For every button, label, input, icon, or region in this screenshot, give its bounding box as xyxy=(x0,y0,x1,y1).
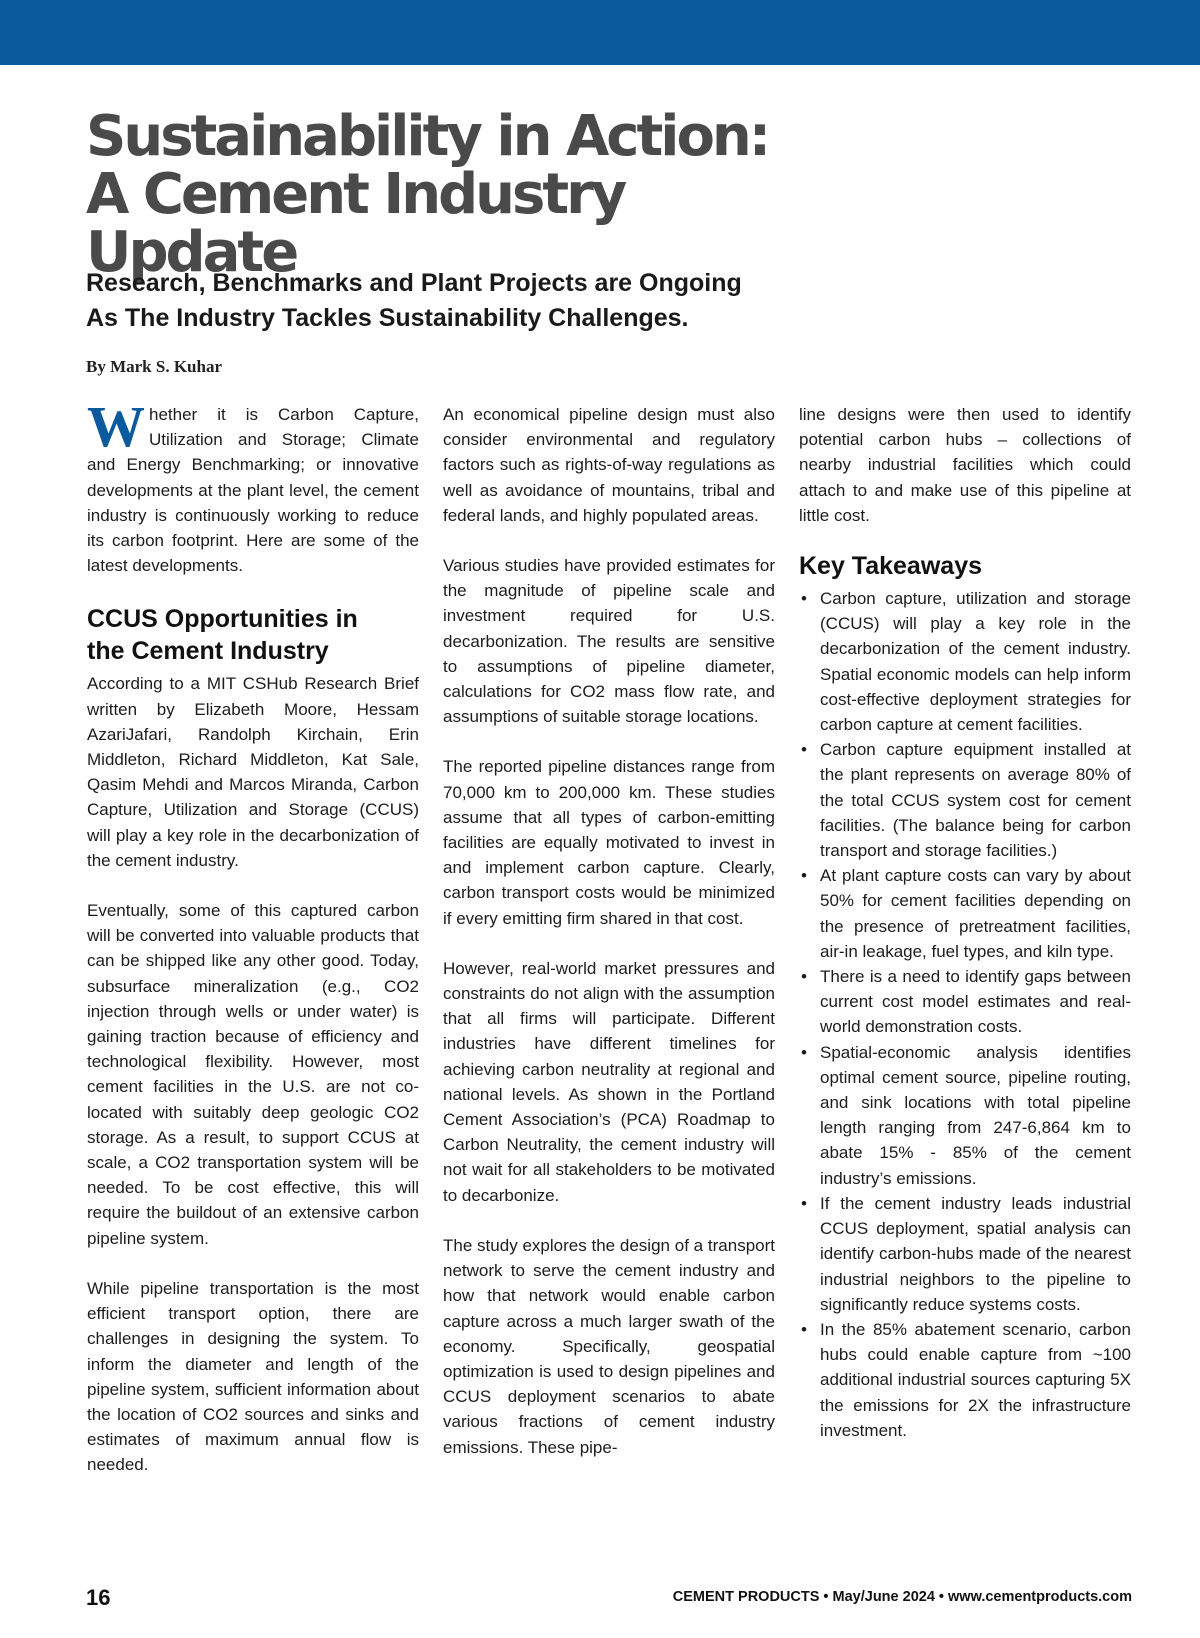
article-title-line: Sustainability in Action: xyxy=(86,104,769,169)
column-2 xyxy=(443,402,775,1460)
takeaway-item xyxy=(799,1191,1131,1317)
takeaway-item xyxy=(799,1317,1131,1443)
body-paragraph: According to a MIT CSHub Research Brief written by Elizabeth Moore, Hessam AzariJafari, Randolph Kirchain, Erin Middleton, Richard Middleton, Kat Sale, Qasim Mehdi and Marcos Miranda, Carbon Capture, Utilization and Storage (CCUS) will play a key role in the decarbonization of the cement industry. xyxy=(87,674,419,870)
intro-text: hether it is Carbon Capture, Utilization and Storage; Climate and Energy Benchmarking; or innovative developments at the plant level, the cement industry is continuously working to reduce its carbon footprint. Here are some of the latest developments. xyxy=(87,405,419,576)
byline: By Mark S. Kuhar xyxy=(86,357,223,376)
column-1 xyxy=(87,394,419,1478)
bullet-icon: • xyxy=(801,866,807,886)
takeaway-text: Carbon capture equipment installed at the plant represents on average 80% of the total CCUS system cost for cement facilities. (The balance being for carbon transport and storage facilities.) xyxy=(820,740,1131,861)
takeaway-text: If the cement industry leads industrial CCUS deployment, spatial analysis can identify carbon-hubs made of the nearest industrial neighbors to the pipeline to significantly reduce systems costs. xyxy=(820,1193,1131,1314)
body-paragraph: Eventually, some of this captured carbon will be converted into valuable products that can be shipped like any other good. Today, subsurface mineralization (e.g., CO2 injection through wells or under water) is gaining traction because of efficiency and technological flexibility. However, most cement facilities in the U.S. are not co-located with suitably deep geologic CO2 storage. As a result, to support CCUS at scale, a CO2 transportation system will be needed. To be cost effective, this will require the buildout of an extensive carbon pipeline system. xyxy=(87,901,419,1248)
body-paragraph: Various studies have provided estimates for the magnitude of pipeline scale and investment required for U.S. decarbonization. The results are sensitive to assumptions of pipeline diameter, calculations for CO2 mass flow rate, and assumptions of suitable storage locations. xyxy=(443,556,775,727)
bullet-icon: • xyxy=(801,967,807,987)
takeaway-item xyxy=(799,863,1131,964)
takeaway-item xyxy=(799,1040,1131,1191)
article-deck-line: As The Industry Tackles Sustainability Challenges. xyxy=(86,304,689,332)
article-deck-line: Research, Benchmarks and Plant Projects are Ongoing xyxy=(86,269,742,297)
publication-credit: CEMENT PRODUCTS • May/June 2024 • www.cementproducts.com xyxy=(672,1589,1132,1605)
article-deck xyxy=(86,266,846,336)
intro-paragraph xyxy=(87,394,419,578)
takeaway-text: There is a need to identify gaps between current cost model estimates and real-world demonstration costs. xyxy=(820,967,1131,1037)
body-paragraph: The reported pipeline distances range from 70,000 km to 200,000 km. These studies assume that all types of carbon-emitting facilities are equally motivated to invest in and implement carbon capture. Clearly, carbon transport costs would be minimized if every emitting firm shared in that cost. xyxy=(443,757,775,928)
body-paragraph: The study explores the design of a transport network to serve the cement industry and how that network would enable carbon capture across a much larger swath of the economy. Specifically, geospatial optimization is used to design pipelines and CCUS deployment scenarios to abate various fractions of cement industry emissions. These pipe- xyxy=(443,1235,775,1457)
takeaways-heading: Key Takeaways xyxy=(799,552,982,581)
body-paragraph: An economical pipeline design must also consider environmental and regulatory factors such as rights-of-way regulations as well as avoidance of mountains, tribal and federal lands, and highly populated areas. xyxy=(443,405,775,525)
takeaway-text: Spatial-economic analysis identifies optimal cement source, pipeline routing, and sink locations with total pipeline length ranging from 247-6,864 km to abate 15% - 85% of the cement industry’s emissions. xyxy=(820,1042,1131,1188)
body-paragraph: However, real-world market pressures and constraints do not align with the assumption that all firms will participate. Different industries have different timelines for achieving carbon neutrality at regional and national levels. As shown in the Portland Cement Association’s (PCA) Roadmap to Carbon Neutrality, the cement industry will not wait for all stakeholders to be motivated to decarbonize. xyxy=(443,958,775,1205)
drop-cap: W xyxy=(87,394,145,459)
page-number: 16 xyxy=(86,1585,111,1610)
body-paragraph: line designs were then used to identify potential carbon hubs – collections of nearby industrial facilities which could attach to and make use of this pipeline at little cost. xyxy=(799,405,1131,525)
takeaway-text: Carbon capture, utilization and storage (CCUS) will play a key role in the decarbonization of the cement industry. Spatial economic models can help inform cost-effective deployment strategies for carbon capture at cement facilities. xyxy=(820,589,1131,735)
column-3 xyxy=(799,402,1131,1443)
article-title-line: A Cement Industry Update xyxy=(86,162,625,285)
takeaway-text: At plant capture costs can vary by about 50% for cement facilities depending on the presence of pretreatment facilities, air-in leakage, fuel types, and kiln type. xyxy=(820,866,1131,961)
bullet-icon: • xyxy=(801,1193,807,1213)
bullet-icon: • xyxy=(801,740,807,760)
takeaway-text: In the 85% abatement scenario, carbon hubs could enable capture from ~100 additional industrial sources capturing 5X the emissions for 2X the infrastructure investment. xyxy=(820,1319,1131,1440)
bullet-icon: • xyxy=(801,1319,807,1339)
bullet-icon: • xyxy=(801,589,807,609)
header-band xyxy=(0,0,1200,65)
bullet-icon: • xyxy=(801,1042,807,1062)
section-heading-line: the Cement Industry xyxy=(87,637,329,666)
takeaway-item xyxy=(799,964,1131,1040)
takeaway-item xyxy=(799,586,1131,737)
section-heading xyxy=(87,603,419,667)
section-heading-line: CCUS Opportunities in xyxy=(87,605,358,634)
body-paragraph: While pipeline transportation is the most efficient transport option, there are challenges in designing the system. To inform the diameter and length of the pipeline system, sufficient information about the location of CO2 sources and sinks and estimates of maximum annual flow is needed. xyxy=(87,1278,419,1475)
takeaways-list xyxy=(799,586,1131,1443)
takeaway-item xyxy=(799,737,1131,863)
